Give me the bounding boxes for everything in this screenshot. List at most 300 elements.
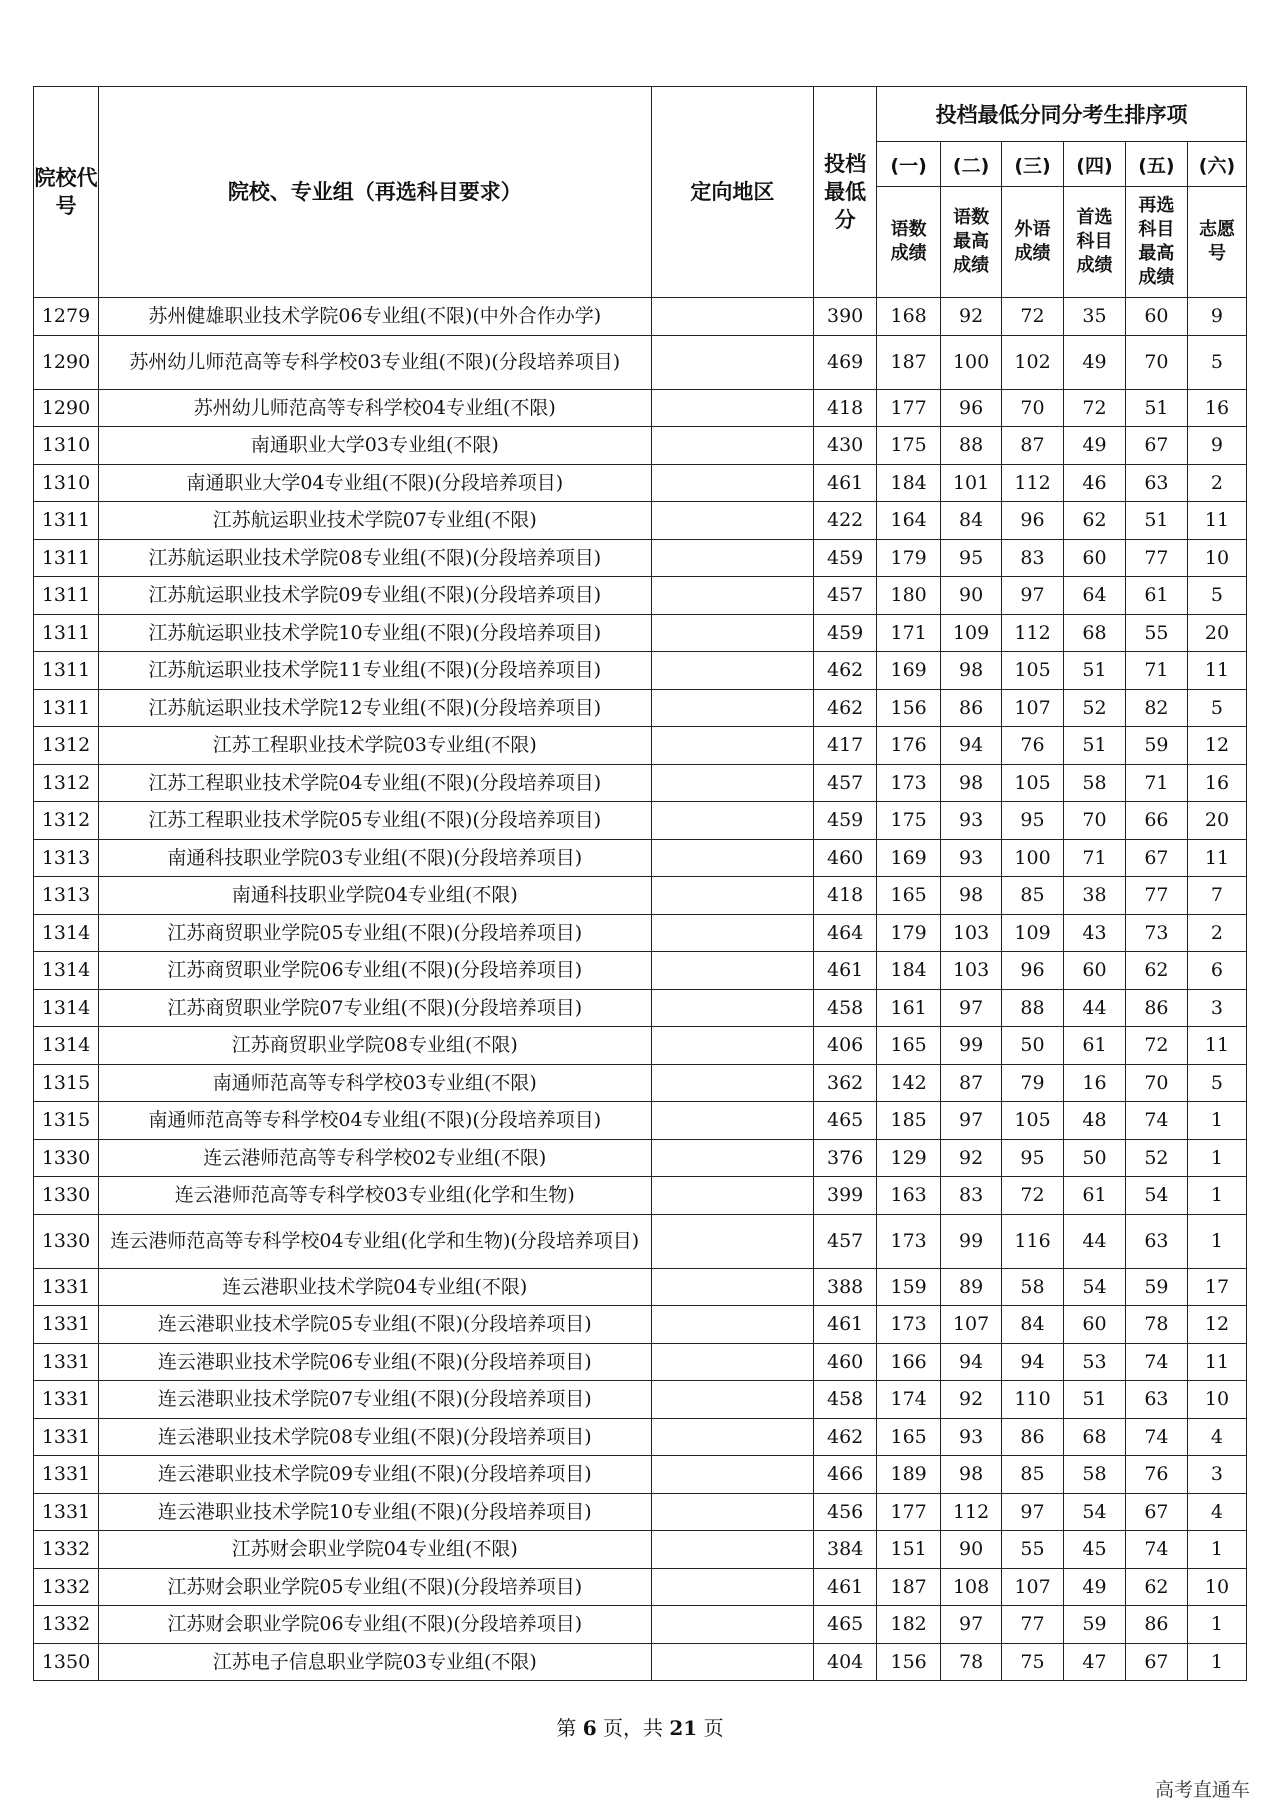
cell-region — [651, 1418, 814, 1456]
cell-tie-5: 67 — [1125, 427, 1187, 465]
header-min-score: 投档最低分 — [814, 87, 877, 298]
table-row — [34, 652, 1247, 690]
watermark: 高考直通车 — [1154, 1779, 1250, 1801]
cell-tie-2: 97 — [941, 1606, 1002, 1644]
cell-school-group: 江苏财会职业学院04专业组(不限) — [99, 1531, 652, 1569]
cell-tie-1: 173 — [877, 1306, 941, 1344]
table-row — [34, 839, 1247, 877]
table-row — [34, 502, 1247, 540]
cell-region — [651, 1531, 814, 1569]
cell-tie-6: 1 — [1187, 1643, 1246, 1681]
cell-tie-5: 78 — [1125, 1306, 1187, 1344]
cell-tie-1: 187 — [877, 335, 941, 389]
cell-min-score: 465 — [814, 1102, 877, 1140]
cell-min-score: 462 — [814, 689, 877, 727]
cell-tie-3: 50 — [1002, 1027, 1064, 1065]
cell-region — [651, 952, 814, 990]
cell-code: 1310 — [34, 464, 99, 502]
cell-tie-3: 107 — [1002, 1568, 1064, 1606]
cell-min-score: 418 — [814, 389, 877, 427]
cell-tie-3: 105 — [1002, 652, 1064, 690]
header-tie-label: 外语成绩 — [1002, 187, 1064, 298]
cell-tie-4: 61 — [1064, 1027, 1126, 1065]
cell-tie-6: 1 — [1187, 1531, 1246, 1569]
cell-tie-1: 156 — [877, 1643, 941, 1681]
cell-tie-1: 177 — [877, 1493, 941, 1531]
cell-tie-2: 86 — [941, 689, 1002, 727]
cell-school-group: 江苏商贸职业学院05专业组(不限)(分段培养项目) — [99, 914, 652, 952]
cell-school-group: 江苏航运职业技术学院08专业组(不限)(分段培养项目) — [99, 539, 652, 577]
table-row — [34, 952, 1247, 990]
cell-tie-5: 74 — [1125, 1418, 1187, 1456]
cell-tie-4: 51 — [1064, 727, 1126, 765]
cell-min-score: 457 — [814, 577, 877, 615]
cell-code: 1332 — [34, 1606, 99, 1644]
cell-tie-1: 179 — [877, 539, 941, 577]
cell-tie-5: 66 — [1125, 802, 1187, 840]
cell-tie-4: 71 — [1064, 839, 1126, 877]
cell-tie-1: 165 — [877, 1027, 941, 1065]
cell-tie-3: 105 — [1002, 764, 1064, 802]
cell-tie-1: 159 — [877, 1268, 941, 1306]
cell-school-group: 连云港职业技术学院09专业组(不限)(分段培养项目) — [99, 1456, 652, 1494]
cell-tie-1: 169 — [877, 652, 941, 690]
cell-tie-3: 58 — [1002, 1268, 1064, 1306]
cell-tie-1: 165 — [877, 1418, 941, 1456]
cell-tie-4: 70 — [1064, 802, 1126, 840]
footer-prefix: 第 — [556, 1716, 577, 1740]
cell-tie-1: 142 — [877, 1064, 941, 1102]
header-code: 院校代号 — [34, 87, 99, 298]
cell-tie-5: 67 — [1125, 1643, 1187, 1681]
cell-tie-2: 98 — [941, 1456, 1002, 1494]
cell-code: 1331 — [34, 1306, 99, 1344]
cell-tie-5: 77 — [1125, 539, 1187, 577]
cell-tie-2: 98 — [941, 652, 1002, 690]
cell-tie-5: 55 — [1125, 614, 1187, 652]
cell-min-score: 460 — [814, 1343, 877, 1381]
cell-tie-5: 74 — [1125, 1531, 1187, 1569]
cell-min-score: 457 — [814, 1214, 877, 1268]
cell-school-group: 连云港职业技术学院07专业组(不限)(分段培养项目) — [99, 1381, 652, 1419]
cell-tie-4: 44 — [1064, 989, 1126, 1027]
cell-tie-4: 48 — [1064, 1102, 1126, 1140]
cell-tie-5: 77 — [1125, 877, 1187, 915]
footer-total-pages: 21 — [669, 1716, 698, 1740]
cell-min-score: 430 — [814, 427, 877, 465]
table-row — [34, 389, 1247, 427]
cell-tie-2: 87 — [941, 1064, 1002, 1102]
cell-tie-6: 5 — [1187, 335, 1246, 389]
cell-tie-6: 2 — [1187, 464, 1246, 502]
table-row — [34, 1643, 1247, 1681]
cell-tie-5: 67 — [1125, 839, 1187, 877]
table-row — [34, 614, 1247, 652]
header-tie-number: (五) — [1125, 142, 1187, 187]
cell-tie-5: 73 — [1125, 914, 1187, 952]
cell-code: 1311 — [34, 614, 99, 652]
cell-school-group: 江苏商贸职业学院08专业组(不限) — [99, 1027, 652, 1065]
cell-tie-1: 164 — [877, 502, 941, 540]
table-row — [34, 577, 1247, 615]
cell-tie-1: 165 — [877, 877, 941, 915]
cell-tie-2: 92 — [941, 1139, 1002, 1177]
cell-school-group: 南通师范高等专科学校03专业组(不限) — [99, 1064, 652, 1102]
cell-school-group: 江苏工程职业技术学院04专业组(不限)(分段培养项目) — [99, 764, 652, 802]
cell-school-group: 连云港师范高等专科学校02专业组(不限) — [99, 1139, 652, 1177]
cell-tie-1: 161 — [877, 989, 941, 1027]
header-tie-label: 再选科目最高成绩 — [1125, 187, 1187, 298]
cell-tie-4: 51 — [1064, 652, 1126, 690]
table-row — [34, 1214, 1247, 1268]
cell-school-group: 江苏航运职业技术学院07专业组(不限) — [99, 502, 652, 540]
cell-code: 1331 — [34, 1268, 99, 1306]
cell-min-score: 404 — [814, 1643, 877, 1681]
cell-tie-5: 72 — [1125, 1027, 1187, 1065]
cell-code: 1331 — [34, 1456, 99, 1494]
cell-min-score: 388 — [814, 1268, 877, 1306]
table-row — [34, 1268, 1247, 1306]
cell-tie-6: 1 — [1187, 1177, 1246, 1215]
table-row — [34, 764, 1247, 802]
cell-tie-3: 102 — [1002, 335, 1064, 389]
table-row — [34, 1568, 1247, 1606]
cell-tie-5: 51 — [1125, 502, 1187, 540]
cell-region — [651, 389, 814, 427]
cell-tie-3: 94 — [1002, 1343, 1064, 1381]
cell-region — [651, 1568, 814, 1606]
table-row — [34, 727, 1247, 765]
admission-score-table — [33, 86, 1247, 1681]
cell-code: 1330 — [34, 1139, 99, 1177]
cell-tie-2: 97 — [941, 989, 1002, 1027]
cell-tie-2: 101 — [941, 464, 1002, 502]
cell-tie-4: 60 — [1064, 539, 1126, 577]
cell-tie-5: 74 — [1125, 1102, 1187, 1140]
cell-tie-3: 77 — [1002, 1606, 1064, 1644]
cell-tie-5: 76 — [1125, 1456, 1187, 1494]
cell-school-group: 江苏工程职业技术学院05专业组(不限)(分段培养项目) — [99, 802, 652, 840]
cell-code: 1290 — [34, 389, 99, 427]
cell-tie-1: 129 — [877, 1139, 941, 1177]
cell-min-score: 461 — [814, 464, 877, 502]
cell-school-group: 南通科技职业学院04专业组(不限) — [99, 877, 652, 915]
cell-school-group: 连云港职业技术学院08专业组(不限)(分段培养项目) — [99, 1418, 652, 1456]
cell-tie-3: 83 — [1002, 539, 1064, 577]
cell-code: 1311 — [34, 502, 99, 540]
table-row — [34, 464, 1247, 502]
table-row — [34, 1027, 1247, 1065]
cell-tie-6: 4 — [1187, 1418, 1246, 1456]
cell-tie-3: 85 — [1002, 1456, 1064, 1494]
cell-school-group: 江苏航运职业技术学院09专业组(不限)(分段培养项目) — [99, 577, 652, 615]
table-row — [34, 539, 1247, 577]
cell-tie-4: 46 — [1064, 464, 1126, 502]
cell-tie-3: 75 — [1002, 1643, 1064, 1681]
cell-region — [651, 727, 814, 765]
cell-tie-1: 174 — [877, 1381, 941, 1419]
header-tie-label: 志愿号 — [1187, 187, 1246, 298]
table-row — [34, 1456, 1247, 1494]
cell-region — [651, 1102, 814, 1140]
cell-tie-5: 70 — [1125, 1064, 1187, 1102]
cell-tie-2: 98 — [941, 764, 1002, 802]
cell-tie-4: 43 — [1064, 914, 1126, 952]
cell-tie-1: 184 — [877, 464, 941, 502]
cell-tie-2: 89 — [941, 1268, 1002, 1306]
cell-region — [651, 1606, 814, 1644]
cell-tie-2: 112 — [941, 1493, 1002, 1531]
cell-school-group: 连云港职业技术学院10专业组(不限)(分段培养项目) — [99, 1493, 652, 1531]
cell-min-score: 459 — [814, 802, 877, 840]
cell-tie-5: 51 — [1125, 389, 1187, 427]
table-row — [34, 1606, 1247, 1644]
footer-page-number: 6 — [582, 1716, 597, 1740]
cell-tie-6: 5 — [1187, 689, 1246, 727]
cell-tie-6: 5 — [1187, 577, 1246, 615]
cell-tie-2: 78 — [941, 1643, 1002, 1681]
cell-min-score: 462 — [814, 1418, 877, 1456]
cell-school-group: 苏州健雄职业技术学院06专业组(不限)(中外合作办学) — [99, 298, 652, 336]
header-tie-number: (六) — [1187, 142, 1246, 187]
cell-school-group: 连云港职业技术学院04专业组(不限) — [99, 1268, 652, 1306]
cell-code: 1313 — [34, 839, 99, 877]
cell-tie-5: 62 — [1125, 1568, 1187, 1606]
cell-tie-1: 175 — [877, 427, 941, 465]
cell-tie-2: 103 — [941, 914, 1002, 952]
cell-tie-6: 3 — [1187, 989, 1246, 1027]
cell-tie-6: 10 — [1187, 539, 1246, 577]
cell-tie-2: 100 — [941, 335, 1002, 389]
cell-min-score: 399 — [814, 1177, 877, 1215]
cell-min-score: 418 — [814, 877, 877, 915]
cell-tie-3: 107 — [1002, 689, 1064, 727]
cell-tie-2: 94 — [941, 1343, 1002, 1381]
cell-region — [651, 1493, 814, 1531]
cell-tie-3: 95 — [1002, 802, 1064, 840]
cell-region — [651, 1381, 814, 1419]
cell-tie-3: 87 — [1002, 427, 1064, 465]
table-row — [34, 1343, 1247, 1381]
cell-min-score: 406 — [814, 1027, 877, 1065]
cell-region — [651, 764, 814, 802]
cell-min-score: 457 — [814, 764, 877, 802]
cell-tie-4: 60 — [1064, 952, 1126, 990]
cell-tie-1: 180 — [877, 577, 941, 615]
header-tie-label: 首选科目成绩 — [1064, 187, 1126, 298]
cell-code: 1311 — [34, 539, 99, 577]
cell-region — [651, 335, 814, 389]
table-row — [34, 1177, 1247, 1215]
cell-school-group: 南通职业大学04专业组(不限)(分段培养项目) — [99, 464, 652, 502]
cell-code: 1313 — [34, 877, 99, 915]
cell-tie-4: 64 — [1064, 577, 1126, 615]
cell-tie-6: 9 — [1187, 427, 1246, 465]
table-row — [34, 427, 1247, 465]
cell-tie-4: 54 — [1064, 1268, 1126, 1306]
cell-school-group: 连云港师范高等专科学校04专业组(化学和生物)(分段培养项目) — [99, 1214, 652, 1268]
cell-code: 1331 — [34, 1493, 99, 1531]
cell-min-score: 458 — [814, 1381, 877, 1419]
cell-tie-2: 94 — [941, 727, 1002, 765]
cell-tie-6: 6 — [1187, 952, 1246, 990]
cell-region — [651, 502, 814, 540]
cell-tie-5: 71 — [1125, 652, 1187, 690]
cell-code: 1290 — [34, 335, 99, 389]
cell-tie-4: 54 — [1064, 1493, 1126, 1531]
cell-tie-5: 59 — [1125, 727, 1187, 765]
cell-min-score: 461 — [814, 1568, 877, 1606]
cell-tie-3: 97 — [1002, 1493, 1064, 1531]
cell-tie-4: 49 — [1064, 1568, 1126, 1606]
cell-tie-2: 90 — [941, 1531, 1002, 1569]
cell-school-group: 南通师范高等专科学校04专业组(不限)(分段培养项目) — [99, 1102, 652, 1140]
cell-tie-2: 103 — [941, 952, 1002, 990]
cell-tie-1: 175 — [877, 802, 941, 840]
cell-code: 1330 — [34, 1177, 99, 1215]
header-tie-label: 语数成绩 — [877, 187, 941, 298]
cell-tie-4: 50 — [1064, 1139, 1126, 1177]
cell-code: 1311 — [34, 652, 99, 690]
cell-school-group: 连云港职业技术学院05专业组(不限)(分段培养项目) — [99, 1306, 652, 1344]
cell-school-group: 连云港职业技术学院06专业组(不限)(分段培养项目) — [99, 1343, 652, 1381]
cell-tie-2: 97 — [941, 1102, 1002, 1140]
cell-region — [651, 614, 814, 652]
cell-region — [651, 1643, 814, 1681]
table-row — [34, 1381, 1247, 1419]
cell-tie-3: 88 — [1002, 989, 1064, 1027]
footer-suffix: 页 — [703, 1716, 724, 1740]
table-body — [34, 298, 1247, 1681]
cell-tie-5: 59 — [1125, 1268, 1187, 1306]
cell-tie-3: 85 — [1002, 877, 1064, 915]
cell-tie-4: 59 — [1064, 1606, 1126, 1644]
cell-tie-1: 171 — [877, 614, 941, 652]
cell-school-group: 苏州幼儿师范高等专科学校03专业组(不限)(分段培养项目) — [99, 335, 652, 389]
cell-tie-4: 35 — [1064, 298, 1126, 336]
cell-tie-1: 179 — [877, 914, 941, 952]
cell-region — [651, 1343, 814, 1381]
cell-code: 1314 — [34, 1027, 99, 1065]
cell-tie-4: 53 — [1064, 1343, 1126, 1381]
cell-tie-4: 52 — [1064, 689, 1126, 727]
cell-code: 1311 — [34, 689, 99, 727]
cell-tie-2: 93 — [941, 839, 1002, 877]
cell-min-score: 456 — [814, 1493, 877, 1531]
cell-tie-1: 187 — [877, 1568, 941, 1606]
cell-tie-3: 72 — [1002, 1177, 1064, 1215]
cell-tie-3: 84 — [1002, 1306, 1064, 1344]
cell-region — [651, 298, 814, 336]
cell-code: 1315 — [34, 1102, 99, 1140]
cell-tie-5: 63 — [1125, 464, 1187, 502]
cell-school-group: 江苏商贸职业学院06专业组(不限)(分段培养项目) — [99, 952, 652, 990]
cell-tie-6: 3 — [1187, 1456, 1246, 1494]
cell-tie-4: 51 — [1064, 1381, 1126, 1419]
cell-region — [651, 1268, 814, 1306]
cell-tie-4: 68 — [1064, 614, 1126, 652]
cell-tie-3: 70 — [1002, 389, 1064, 427]
cell-min-score: 417 — [814, 727, 877, 765]
cell-tie-6: 11 — [1187, 502, 1246, 540]
cell-tie-4: 60 — [1064, 1306, 1126, 1344]
cell-tie-1: 173 — [877, 1214, 941, 1268]
header-tie-label: 语数最高成绩 — [941, 187, 1002, 298]
cell-min-score: 458 — [814, 989, 877, 1027]
cell-tie-3: 105 — [1002, 1102, 1064, 1140]
cell-tie-6: 11 — [1187, 652, 1246, 690]
cell-tie-5: 67 — [1125, 1493, 1187, 1531]
cell-tie-1: 151 — [877, 1531, 941, 1569]
cell-tie-4: 44 — [1064, 1214, 1126, 1268]
table-row — [34, 1531, 1247, 1569]
cell-code: 1312 — [34, 802, 99, 840]
cell-region — [651, 989, 814, 1027]
cell-tie-4: 68 — [1064, 1418, 1126, 1456]
cell-code: 1311 — [34, 577, 99, 615]
cell-min-score: 461 — [814, 952, 877, 990]
cell-region — [651, 877, 814, 915]
cell-tie-2: 88 — [941, 427, 1002, 465]
cell-tie-5: 63 — [1125, 1214, 1187, 1268]
cell-tie-3: 110 — [1002, 1381, 1064, 1419]
cell-tie-3: 109 — [1002, 914, 1064, 952]
cell-tie-4: 38 — [1064, 877, 1126, 915]
table-row — [34, 1418, 1247, 1456]
cell-code: 1279 — [34, 298, 99, 336]
cell-tie-4: 49 — [1064, 427, 1126, 465]
cell-min-score: 464 — [814, 914, 877, 952]
cell-tie-5: 70 — [1125, 335, 1187, 389]
cell-tie-3: 97 — [1002, 577, 1064, 615]
cell-tie-6: 10 — [1187, 1568, 1246, 1606]
cell-min-score: 459 — [814, 539, 877, 577]
cell-tie-2: 93 — [941, 802, 1002, 840]
cell-tie-5: 52 — [1125, 1139, 1187, 1177]
cell-tie-6: 4 — [1187, 1493, 1246, 1531]
cell-min-score: 462 — [814, 652, 877, 690]
cell-tie-5: 61 — [1125, 577, 1187, 615]
cell-tie-4: 16 — [1064, 1064, 1126, 1102]
cell-tie-2: 95 — [941, 539, 1002, 577]
cell-tie-4: 58 — [1064, 764, 1126, 802]
table-row — [34, 802, 1247, 840]
cell-tie-2: 96 — [941, 389, 1002, 427]
table-row — [34, 1139, 1247, 1177]
cell-tie-3: 112 — [1002, 464, 1064, 502]
cell-tie-2: 92 — [941, 1381, 1002, 1419]
cell-region — [651, 427, 814, 465]
cell-tie-6: 11 — [1187, 1027, 1246, 1065]
cell-tie-3: 95 — [1002, 1139, 1064, 1177]
cell-tie-4: 62 — [1064, 502, 1126, 540]
cell-tie-2: 83 — [941, 1177, 1002, 1215]
cell-tie-2: 99 — [941, 1214, 1002, 1268]
cell-tie-2: 90 — [941, 577, 1002, 615]
cell-region — [651, 914, 814, 952]
cell-tie-6: 7 — [1187, 877, 1246, 915]
cell-tie-6: 17 — [1187, 1268, 1246, 1306]
cell-region — [651, 652, 814, 690]
cell-tie-1: 168 — [877, 298, 941, 336]
cell-tie-2: 98 — [941, 877, 1002, 915]
header-tie-number: (一) — [877, 142, 941, 187]
cell-tie-5: 71 — [1125, 764, 1187, 802]
cell-tie-3: 116 — [1002, 1214, 1064, 1268]
cell-tie-1: 177 — [877, 389, 941, 427]
cell-tie-3: 96 — [1002, 502, 1064, 540]
cell-tie-6: 5 — [1187, 1064, 1246, 1102]
